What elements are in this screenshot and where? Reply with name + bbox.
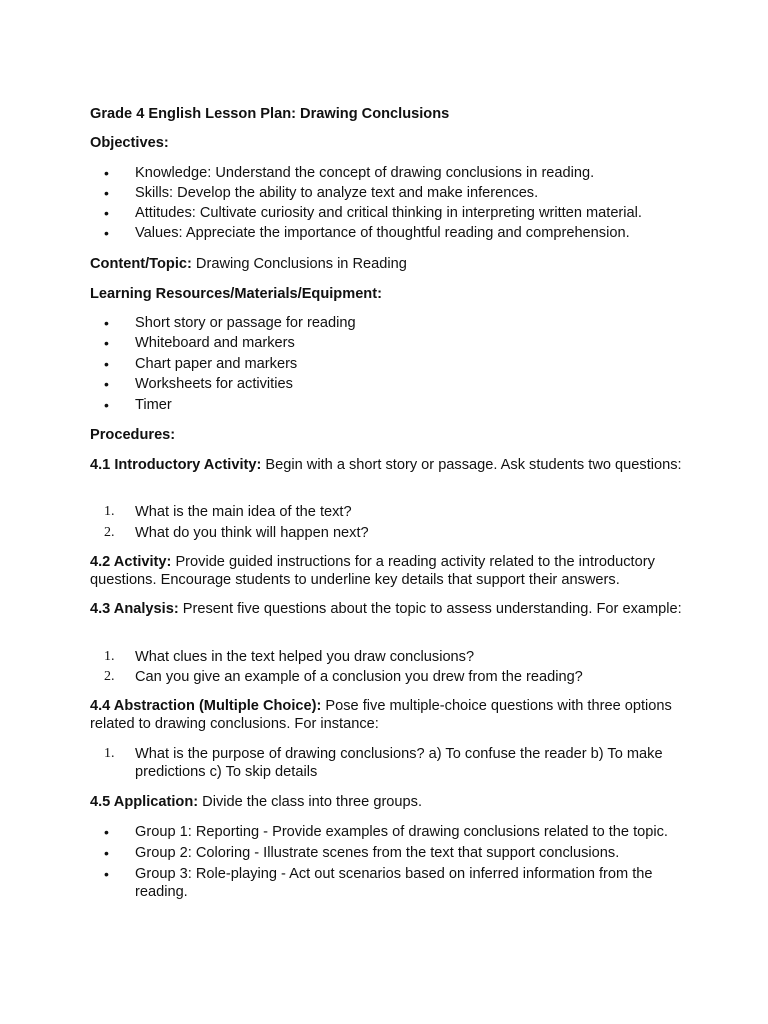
objectives-list	[90, 164, 690, 242]
list-item-text: Group 1: Reporting - Provide examples of drawing conclusions related to the topic.	[135, 824, 668, 840]
list-item	[90, 865, 690, 901]
list-item	[90, 224, 690, 242]
bullet-marker: •	[104, 185, 109, 201]
number-marker: 1.	[104, 504, 115, 519]
list-item-text: Group 3: Role-playing - Act out scenarios based on inferred information from the reading.	[135, 866, 653, 900]
section-4-3-label: 4.3 Analysis:	[90, 601, 179, 617]
bullet-marker: •	[104, 356, 109, 372]
bullet-marker: •	[104, 315, 109, 331]
section-4-1-label: 4.1 Introductory Activity:	[90, 457, 262, 473]
list-item	[90, 823, 690, 841]
list-item	[90, 334, 690, 352]
list-item-text: Short story or passage for reading	[135, 315, 356, 331]
list-item-text: What is the purpose of drawing conclusions? a) To confuse the reader b) To make predictions c) To skip details	[135, 746, 663, 780]
section-4-1-list	[90, 503, 690, 542]
section-4-3-list	[90, 648, 690, 686]
section-4-4-list	[90, 745, 690, 781]
section-4-5-label: 4.5 Application:	[90, 794, 199, 810]
resources-heading: Learning Resources/Materials/Equipment:	[90, 286, 382, 302]
list-item	[90, 396, 690, 414]
list-item-text: Skills: Develop the ability to analyze text and make inferences.	[135, 185, 539, 201]
list-item	[90, 204, 690, 222]
number-marker: 2.	[104, 525, 115, 540]
number-marker: 1.	[104, 649, 115, 664]
section-4-4	[90, 697, 690, 733]
section-4-1	[90, 456, 690, 474]
section-4-2-label: 4.2 Activity:	[90, 554, 172, 570]
procedures-heading: Procedures:	[90, 427, 176, 443]
document-title: Grade 4 English Lesson Plan: Drawing Conclusions	[90, 106, 450, 122]
bullet-marker: •	[104, 845, 109, 861]
section-4-4-label: 4.4 Abstraction (Multiple Choice):	[90, 698, 322, 714]
list-item-text: Knowledge: Understand the concept of drawing conclusions in reading.	[135, 165, 595, 181]
list-item	[90, 314, 690, 332]
section-4-5-text: Divide the class into three groups.	[198, 794, 423, 810]
list-item-text: Whiteboard and markers	[135, 335, 295, 351]
bullet-marker: •	[104, 205, 109, 221]
list-item	[90, 524, 690, 542]
bullet-marker: •	[104, 165, 109, 181]
list-item-text: Values: Appreciate the importance of thoughtful reading and comprehension.	[135, 225, 630, 241]
resources-list	[90, 314, 690, 414]
number-marker: 1.	[104, 746, 115, 761]
list-item	[90, 164, 690, 182]
list-item	[90, 668, 690, 686]
bullet-marker: •	[104, 376, 109, 392]
section-4-5-list	[90, 823, 690, 901]
list-item	[90, 184, 690, 202]
list-item-text: Timer	[135, 397, 172, 413]
list-item-text: Can you give an example of a conclusion you drew from the reading?	[135, 669, 583, 685]
list-item-text: Group 2: Coloring - Illustrate scenes from the text that support conclusions.	[135, 845, 620, 861]
list-item-text: What is the main idea of the text?	[135, 504, 352, 520]
objectives-heading: Objectives:	[90, 135, 169, 151]
list-item	[90, 355, 690, 373]
bullet-marker: •	[104, 866, 109, 882]
bullet-marker: •	[104, 824, 109, 840]
content-topic	[90, 255, 690, 273]
list-item	[90, 844, 690, 862]
content-topic-label: Content/Topic:	[90, 256, 192, 272]
section-4-3-text: Present five questions about the topic to assess understanding. For example:	[178, 601, 682, 617]
list-item-text: What do you think will happen next?	[135, 525, 369, 541]
section-4-3	[90, 600, 690, 618]
number-marker: 2.	[104, 669, 115, 684]
section-4-2	[90, 553, 690, 589]
content-topic-text: Drawing Conclusions in Reading	[191, 256, 407, 272]
list-item-text: What clues in the text helped you draw conclusions?	[135, 649, 475, 665]
bullet-marker: •	[104, 335, 109, 351]
list-item	[90, 375, 690, 393]
section-4-2-text: Provide guided instructions for a reading activity related to the introductory questions. Encourage students to underline key details that support their answers.	[90, 554, 655, 588]
bullet-marker: •	[104, 397, 109, 413]
section-4-5	[90, 793, 690, 811]
list-item-text: Chart paper and markers	[135, 356, 298, 372]
bullet-marker: •	[104, 225, 109, 241]
section-4-1-text: Begin with a short story or passage. Ask students two questions:	[261, 457, 682, 473]
list-item	[90, 503, 690, 521]
list-item	[90, 648, 690, 666]
list-item-text: Worksheets for activities	[135, 376, 293, 392]
section-4-4-text: Pose five multiple-choice questions with three options related to drawing conclusions. For instance:	[90, 698, 672, 732]
list-item-text: Attitudes: Cultivate curiosity and critical thinking in interpreting written material.	[135, 205, 642, 221]
list-item	[90, 745, 690, 781]
